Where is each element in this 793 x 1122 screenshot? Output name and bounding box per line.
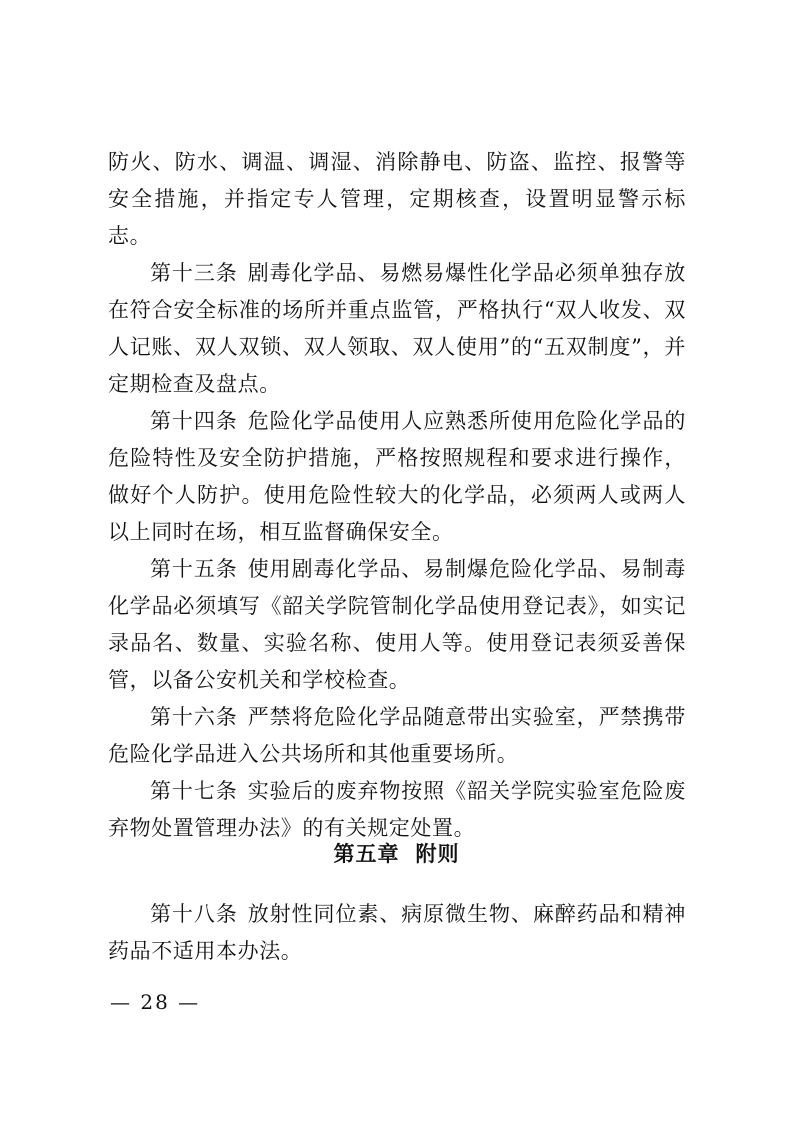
body-text-upper (108, 144, 686, 847)
chapter-title (0, 838, 793, 868)
article-13 (108, 255, 686, 403)
article-number: 第十六条 (150, 705, 238, 729)
page-number: — 28 — (110, 990, 201, 1014)
body-text-lower (108, 896, 686, 970)
article-text: 严禁将危险化学品随意带出实验室，严禁携带危险化学品进入公共场所和其他重要场所。 (108, 705, 687, 766)
article-text: 实验后的废弃物按照《韶关学院实验室危险废弃物处置管理办法》的有关规定处置。 (108, 779, 687, 840)
continuation-paragraph: 防火、防水、调温、调湿、消除静电、防盗、监控、报警等安全措施，并指定专人管理，定期核查，设置明显警示标志。 (108, 150, 686, 248)
article-15 (108, 551, 686, 699)
article-text: 剧毒化学品、易燃易爆性化学品必须单独存放在符合安全标准的场所并重点监管，严格执行“双人收发、双人记账、双人双锁、双人领取、双人使用”的“五双制度”，并定期检查及盘点。 (108, 261, 687, 396)
article-14 (108, 403, 686, 551)
article-text: 放射性同位素、病原微生物、麻醉药品和精神药品不适用本办法。 (108, 902, 687, 963)
article-number: 第十八条 (150, 902, 238, 926)
article-number: 第十七条 (150, 779, 238, 803)
article-16 (108, 699, 686, 773)
article-number: 第十四条 (150, 409, 238, 433)
article-18 (108, 896, 686, 970)
article-text: 使用剧毒化学品、易制爆危险化学品、易制毒化学品必须填写《韶关学院管制化学品使用登记表》，如实记录品名、数量、实验名称、使用人等。使用登记表须妥善保管，以备公安机关和学校检查。 (108, 557, 687, 692)
chapter-name: 附则 (415, 842, 460, 866)
article-text: 危险化学品使用人应熟悉所使用危险化学品的危险特性及安全防护措施，严格按照规程和要求进行操作，做好个人防护。使用危险性较大的化学品，必须两人或两人以上同时在场，相互监督确保安全。 (108, 409, 687, 544)
article-number: 第十三条 (150, 261, 238, 285)
article-number: 第十五条 (150, 557, 238, 581)
article-17 (108, 773, 686, 847)
chapter-number: 第五章 (333, 842, 400, 866)
